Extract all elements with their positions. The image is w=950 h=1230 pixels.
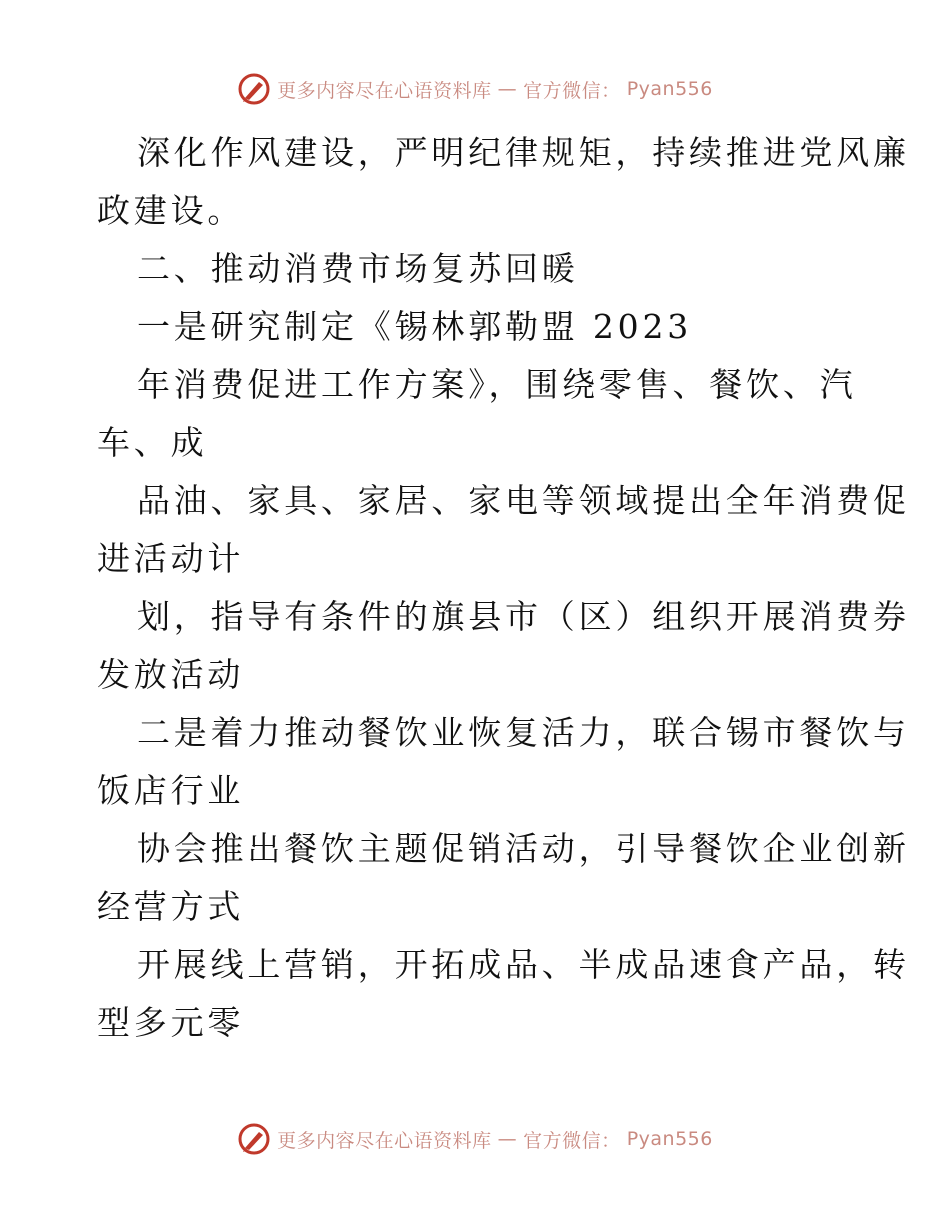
text-line: 进活动计	[97, 539, 245, 578]
watermark-label: 官方微信：	[523, 79, 621, 102]
text-line: 型多元零	[97, 1003, 245, 1042]
watermark-text: 更多内容尽在心语资料库	[277, 1129, 492, 1152]
watermark-text: 更多内容尽在心语资料库	[277, 79, 492, 102]
text-line: 划，指导有条件的旗县市（区）组织开展消费券	[137, 597, 910, 636]
text-line: 发放活动	[97, 655, 245, 694]
document-body	[97, 124, 910, 1052]
pen-logo-icon	[237, 72, 271, 106]
text-line: 政建设。	[97, 191, 245, 230]
text-line: 协会推出餐饮主题促销活动，引导餐饮企业创新	[137, 829, 910, 868]
watermark-header	[0, 72, 950, 106]
watermark-dash: —	[497, 1128, 518, 1150]
text-line: 一是研究制定《锡林郭勒盟 2023	[137, 307, 693, 346]
watermark-dash: —	[497, 78, 518, 100]
text-line: 经营方式	[97, 887, 245, 926]
text-line: 二是着力推动餐饮业恢复活力，联合锡市餐饮与	[137, 713, 910, 752]
watermark-label: 官方微信：	[523, 1129, 621, 1152]
watermark-id: Pyan556	[626, 1128, 713, 1150]
text-line: 开展线上营销，开拓成品、半成品速食产品，转	[137, 945, 910, 984]
text-line: 品油、家具、家居、家电等领域提出全年消费促	[137, 481, 910, 520]
text-line: 饭店行业	[97, 771, 245, 810]
pen-logo-icon	[237, 1122, 271, 1156]
watermark-id: Pyan556	[626, 78, 713, 100]
section-heading: 二、推动消费市场复苏回暖	[137, 249, 579, 288]
text-line: 深化作风建设，严明纪律规矩，持续推进党风廉	[137, 133, 910, 172]
text-line: 年消费促进工作方案》，围绕零售、餐饮、汽	[137, 365, 857, 404]
text-line: 车、成	[97, 423, 208, 462]
watermark-footer	[0, 1122, 950, 1156]
